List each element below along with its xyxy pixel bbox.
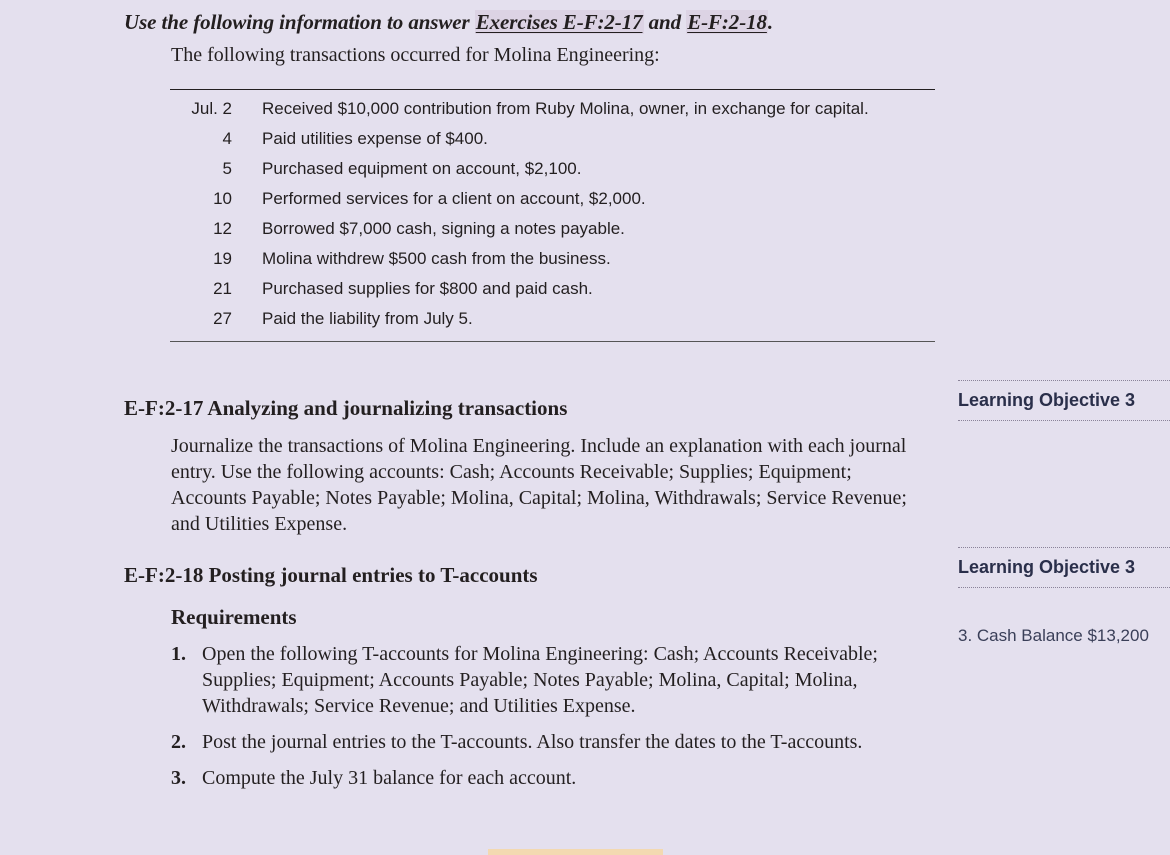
transaction-date: 12 <box>213 219 232 238</box>
transaction-description: Purchased supplies for $800 and paid cash. <box>262 279 593 298</box>
exercise-17-heading: E-F:2-17 Analyzing and journalizing transactions <box>124 396 568 420</box>
requirement-number: 1. <box>171 643 186 665</box>
transaction-description: Performed services for a client on account, $2,000. <box>262 189 646 208</box>
intro-middle: and <box>643 10 687 34</box>
exercise-17-body: Journalize the transactions of Molina Engineering. Include an explanation with each journal entry. Use the following accounts: Cash; Accounts Receivable; Supplies; Equipment; Accounts Payable; Notes Payable; Molina, Capital; Molina, Withdrawals; Service Revenue; and Utilities Expense. <box>171 435 907 535</box>
table-row <box>170 127 935 151</box>
list-item <box>171 641 891 719</box>
exercise-link-e-f-2-17[interactable]: Exercises E-F:2-17 <box>475 10 643 34</box>
table-row <box>170 97 935 121</box>
transaction-description: Received $10,000 contribution from Ruby Molina, owner, in exchange for capital. <box>262 99 869 118</box>
requirement-number: 2. <box>171 731 186 753</box>
exercise-link-e-f-2-18[interactable]: E-F:2-18 <box>687 10 767 34</box>
check-figure: 3. Cash Balance $13,200 <box>958 626 1149 645</box>
requirement-text: Post the journal entries to the T-accounts. Also transfer the dates to the T-accounts. <box>202 731 863 753</box>
transaction-date: Jul. 2 <box>191 99 232 118</box>
intro-instruction <box>124 10 1024 35</box>
transaction-description: Borrowed $7,000 cash, signing a notes payable. <box>262 219 625 238</box>
transactions-subtitle: The following transactions occurred for Molina Engineering: <box>171 44 660 66</box>
requirement-number: 3. <box>171 767 186 789</box>
transaction-date: 19 <box>213 249 232 268</box>
transaction-description: Molina withdrew $500 cash from the business. <box>262 249 611 268</box>
transactions-table <box>170 89 935 342</box>
transaction-description: Paid the liability from July 5. <box>262 309 473 328</box>
transaction-date: 4 <box>222 129 232 148</box>
table-row <box>170 247 935 271</box>
transaction-description: Paid utilities expense of $400. <box>262 129 488 148</box>
requirements-heading: Requirements <box>171 605 297 629</box>
requirements-list <box>171 641 891 801</box>
intro-prefix: Use the following information to answer <box>124 10 475 34</box>
table-row <box>170 217 935 241</box>
learning-objective-badge: Learning Objective 3 <box>958 547 1170 588</box>
intro-suffix: . <box>767 10 774 34</box>
list-item <box>171 765 891 791</box>
table-row <box>170 157 935 181</box>
list-item <box>171 729 891 755</box>
exercise-18-heading: E-F:2-18 Posting journal entries to T-accounts <box>124 563 538 587</box>
transaction-date: 27 <box>213 309 232 328</box>
table-row <box>170 187 935 211</box>
transaction-description: Purchased equipment on account, $2,100. <box>262 159 582 178</box>
table-row <box>170 277 935 301</box>
requirement-text: Compute the July 31 balance for each account. <box>202 767 577 789</box>
transaction-date: 21 <box>213 279 232 298</box>
transaction-date: 10 <box>213 189 232 208</box>
requirement-text: Open the following T-accounts for Molina Engineering: Cash; Accounts Receivable; Supplies; Equipment; Accounts Payable; Notes Payable; Molina, Capital; Molina, Withdrawals; Service Revenue; and Utilities Expense. <box>202 643 878 717</box>
transaction-date: 5 <box>222 159 232 178</box>
page-marker <box>488 849 663 855</box>
table-row <box>170 307 935 331</box>
learning-objective-badge: Learning Objective 3 <box>958 380 1170 421</box>
